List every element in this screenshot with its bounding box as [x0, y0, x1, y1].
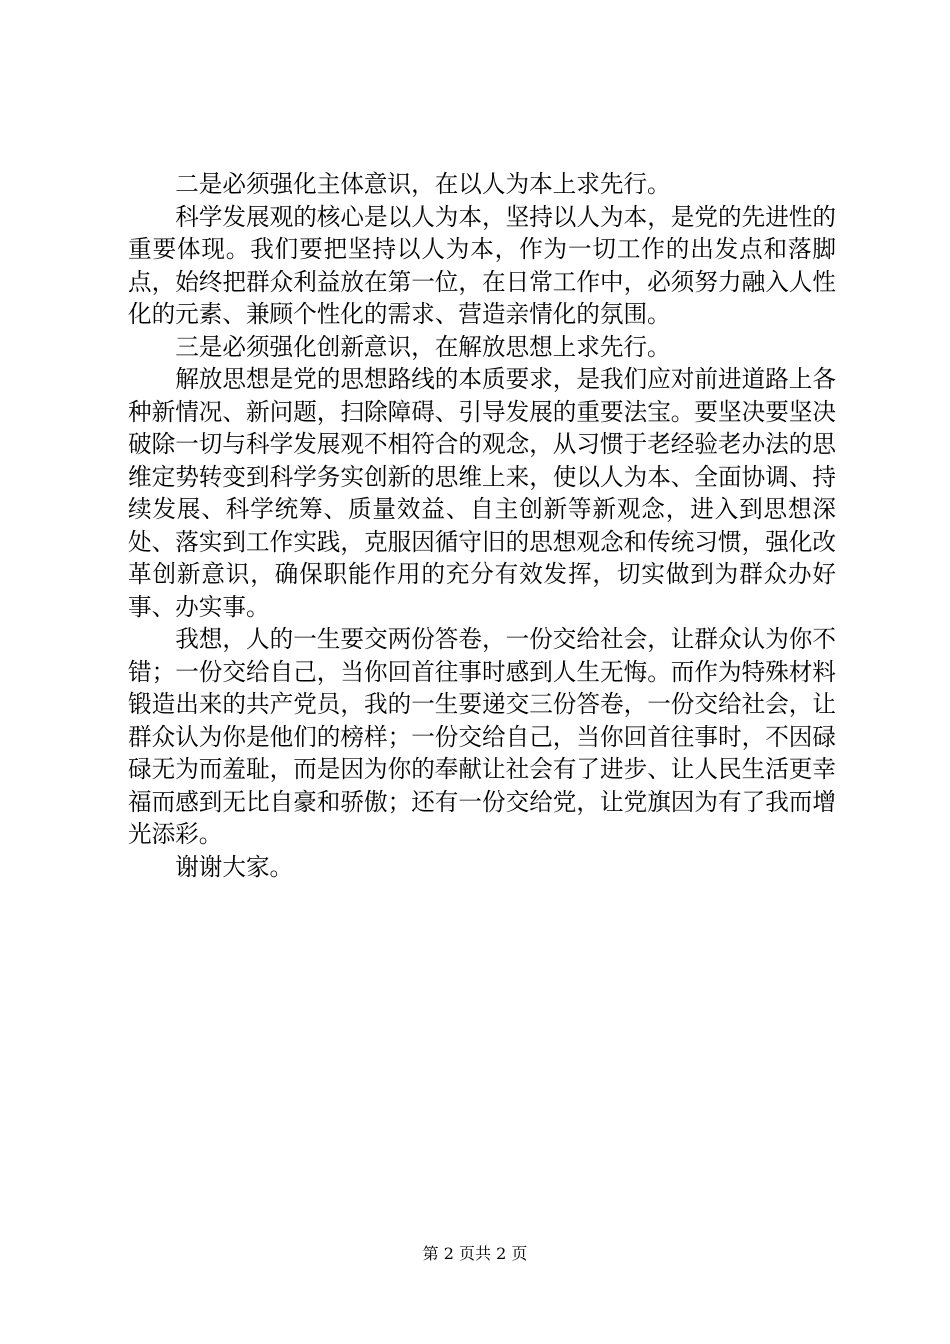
paragraph: 二是必须强化主体意识，在以人为本上求先行。	[175, 170, 671, 198]
paragraph: 解放思想是党的思想路线的本质要求，是我们应对前进道路上各种新情况、新问题，扫除障碍、引导发展的重要法宝。要坚决要坚决破除一切与科学发展观不相符合的观念，从习惯于老经验老办法的思维定势转变到科学务实创新的思维上来，使以人为本、全面协调、持续发展、科学统筹、质量效益、自主创新等新观念，进入到思想深处、落实到工作实践，克服因循守旧的思想观念和传统习惯，强化改革创新意识，确保职能作用的充分有效发挥，切实做到为群众办好事、办实事。	[128, 365, 836, 621]
page-number-total: 共 2 页	[475, 1244, 528, 1263]
document-body	[128, 168, 836, 883]
paragraph: 科学发展观的核心是以人为本，坚持以人为本，是党的先进性的重要体现。我们要把坚持以人为本，作为一切工作的出发点和落脚点，始终把群众利益放在第一位，在日常工作中，必须努力融入人性化的元素、兼顾个性化的需求、营造亲情化的氛围。	[128, 202, 836, 328]
page-number-current: 第 2 页	[422, 1244, 475, 1263]
paragraph: 谢谢大家。	[175, 852, 294, 881]
paragraph: 三是必须强化创新意识，在解放思想上求先行。	[175, 332, 671, 361]
page-footer	[0, 1243, 950, 1265]
paragraph: 我想，人的一生要交两份答卷，一份交给社会，让群众认为你不错；一份交给自己，当你回首往事时感到人生无悔。而作为特殊材料锻造出来的共产党员，我的一生要递交三份答卷，一份交给社会，让群众认为你是他们的榜样；一份交给自己，当你回首往事时，不因碌碌无为而羞耻，而是因为你的奉献让社会有了进步、让人民生活更幸福而感到无比自豪和骄傲；还有一份交给党，让党旗因为有了我而增光添彩。	[128, 625, 836, 848]
